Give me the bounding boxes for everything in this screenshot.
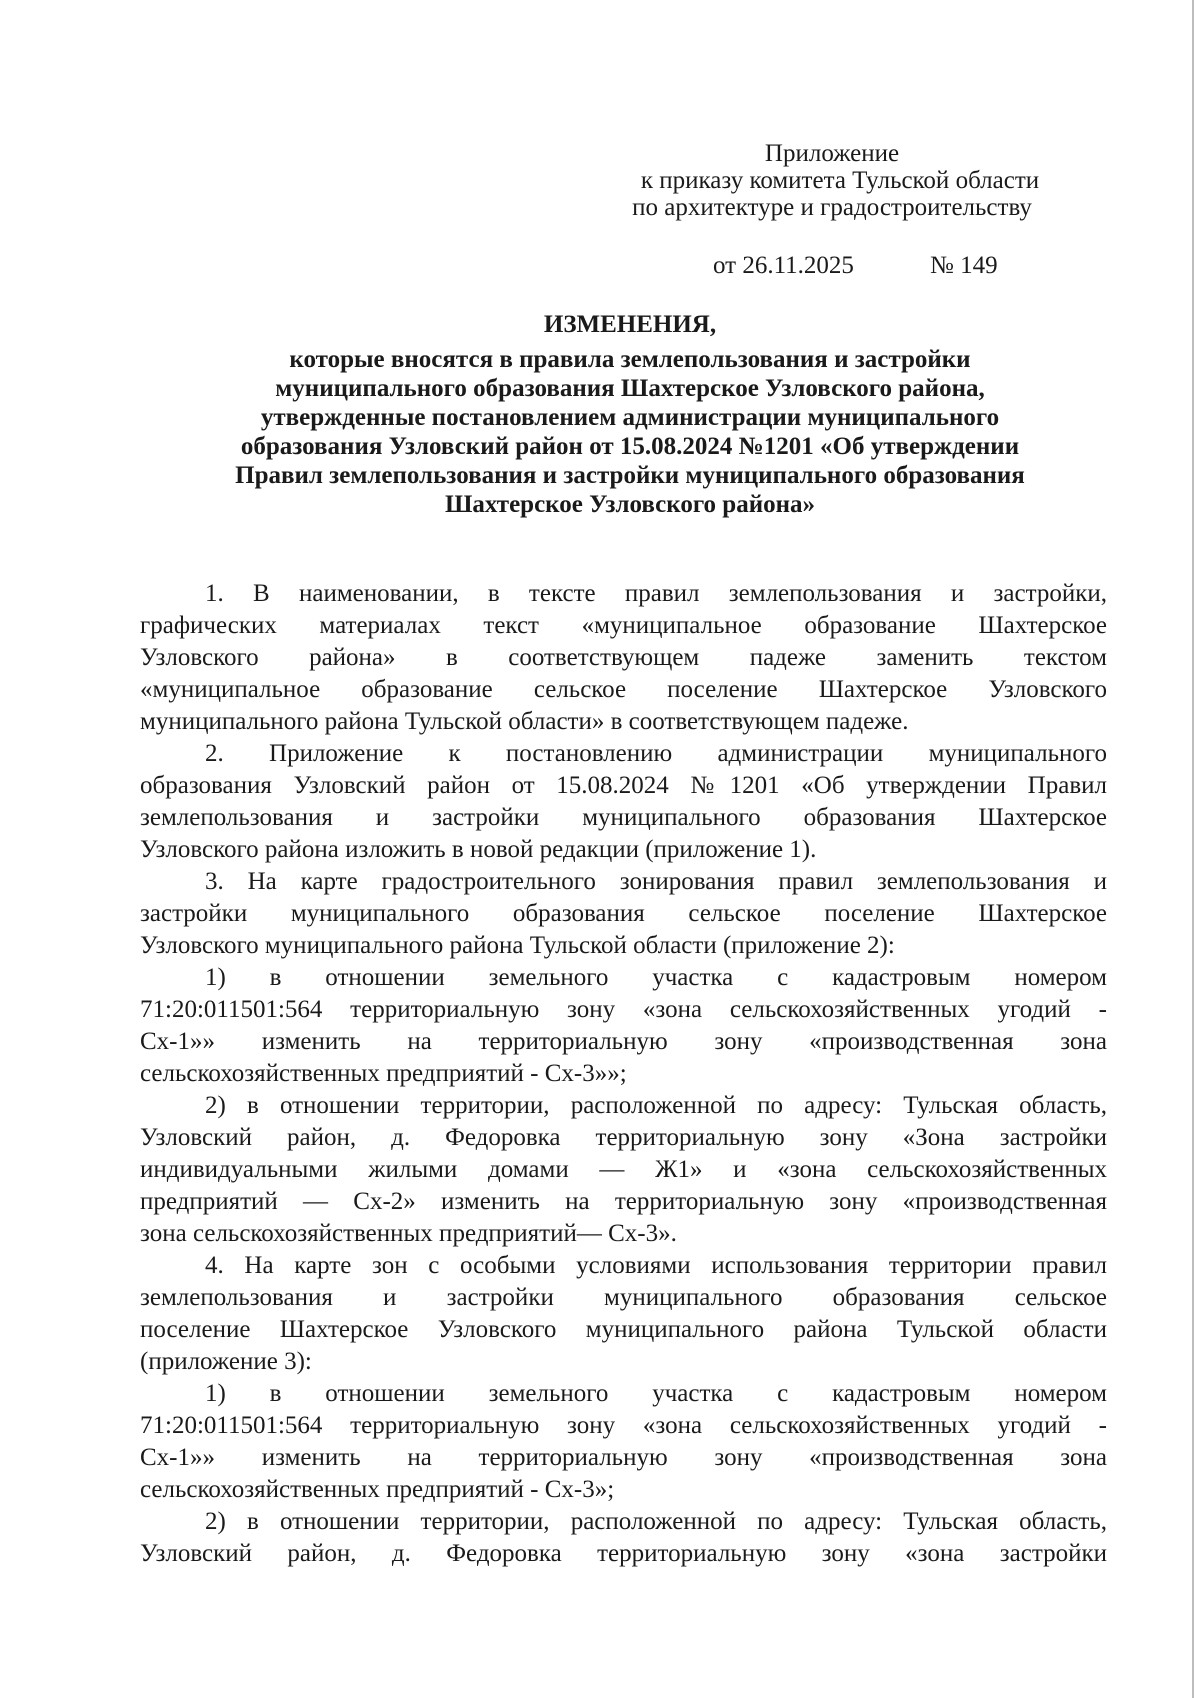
appendix-label: Приложение bbox=[764, 140, 900, 167]
body-line: 71:20:011501:564 территориальную зону «зона сельскохозяйственных угодий - bbox=[140, 1412, 1107, 1439]
body-line: муниципального района Тульской области» в соответствующем падеже. bbox=[140, 708, 909, 735]
body-line: Узловского района» в соответствующем падеже заменить текстом bbox=[140, 644, 1107, 671]
body-line: зона сельскохозяйственных предприятий— Сх-3». bbox=[140, 1220, 677, 1247]
body-line: Узловский район, д. Федоровка территориальную зону «Зона застройки bbox=[140, 1124, 1107, 1151]
body-line: Узловского муниципального района Тульской области (приложение 2): bbox=[140, 932, 895, 959]
title-main: ИЗМЕНЕНИЯ, bbox=[543, 311, 717, 338]
order-date: от 26.11.2025 bbox=[713, 252, 854, 279]
body-line: 2. Приложение к постановлению администрации муниципального bbox=[205, 740, 1107, 767]
title-line: Правил землепользования и застройки муниципального образования bbox=[235, 462, 1025, 489]
title-line: которые вносятся в правила землепользования и застройки bbox=[289, 346, 971, 373]
body-line: Узловского района изложить в новой редакции (приложение 1). bbox=[140, 836, 817, 863]
body-line: предприятий — Сх-2» изменить на территориальную зону «производственная bbox=[140, 1188, 1107, 1215]
body-line: Сх-1»» изменить на территориальную зону «производственная зона bbox=[140, 1028, 1107, 1055]
body-line: сельскохозяйственных предприятий - Сх-3»; bbox=[140, 1476, 615, 1503]
body-line: 2) в отношении территории, расположенной по адресу: Тульская область, bbox=[205, 1092, 1107, 1119]
body-line: 3. На карте градостроительного зонирования правил землепользования и bbox=[205, 868, 1107, 895]
title-line: Шахтерское Узловского района» bbox=[444, 491, 816, 518]
body-line: сельскохозяйственных предприятий - Сх-3»»; bbox=[140, 1060, 627, 1087]
body-line: 1) в отношении земельного участка с кадастровым номером bbox=[205, 1380, 1107, 1407]
page-edge-line bbox=[1192, 0, 1194, 1698]
document-title bbox=[140, 310, 1120, 519]
body-line: образования Узловский район от 15.08.2024 №1201 «Об утверждении Правил bbox=[140, 772, 1107, 799]
appendix-order-ref: к приказу комитета Тульской области bbox=[640, 167, 1040, 194]
body-line: графических материалах текст «муниципальное образование Шахтерское bbox=[140, 612, 1107, 639]
body-line: 1) в отношении земельного участка с кадастровым номером bbox=[205, 964, 1107, 991]
order-date-row bbox=[713, 252, 998, 280]
document-body bbox=[140, 578, 1107, 1570]
title-line: образования Узловский район от 15.08.2024 №1201 «Об утверждении bbox=[240, 433, 1020, 460]
body-line: индивидуальными жилыми домами — Ж1» и «зона сельскохозяйственных bbox=[140, 1156, 1107, 1183]
body-line: 71:20:011501:564 территориальную зону «зона сельскохозяйственных угодий - bbox=[140, 996, 1107, 1023]
body-line: 1. В наименовании, в тексте правил землепользования и застройки, bbox=[205, 580, 1107, 607]
body-line: Узловский район, д. Федоровка территориальную зону «зона застройки bbox=[140, 1540, 1107, 1567]
appendix-committee: по архитектуре и градостроительству bbox=[632, 194, 1032, 221]
appendix-header bbox=[580, 140, 1100, 221]
body-line: Сх-1»» изменить на территориальную зону «производственная зона bbox=[140, 1444, 1107, 1471]
title-line: муниципального образования Шахтерское Узловского района, bbox=[275, 375, 985, 402]
body-line: землепользования и застройки муниципального образования сельское bbox=[140, 1284, 1107, 1311]
body-line: застройки муниципального образования сельское поселение Шахтерское bbox=[140, 900, 1107, 927]
body-line: землепользования и застройки муниципального образования Шахтерское bbox=[140, 804, 1107, 831]
body-line: «муниципальное образование сельское поселение Шахтерское Узловского bbox=[140, 676, 1107, 703]
order-number: № 149 bbox=[930, 252, 998, 279]
title-line: утвержденные постановлением администрации муниципального bbox=[260, 404, 1000, 431]
body-line: поселение Шахтерское Узловского муниципального района Тульской области bbox=[140, 1316, 1107, 1343]
body-line: 2) в отношении территории, расположенной по адресу: Тульская область, bbox=[205, 1508, 1107, 1535]
body-line: 4. На карте зон с особыми условиями использования территории правил bbox=[205, 1252, 1107, 1279]
body-line: (приложение 3): bbox=[140, 1348, 312, 1375]
